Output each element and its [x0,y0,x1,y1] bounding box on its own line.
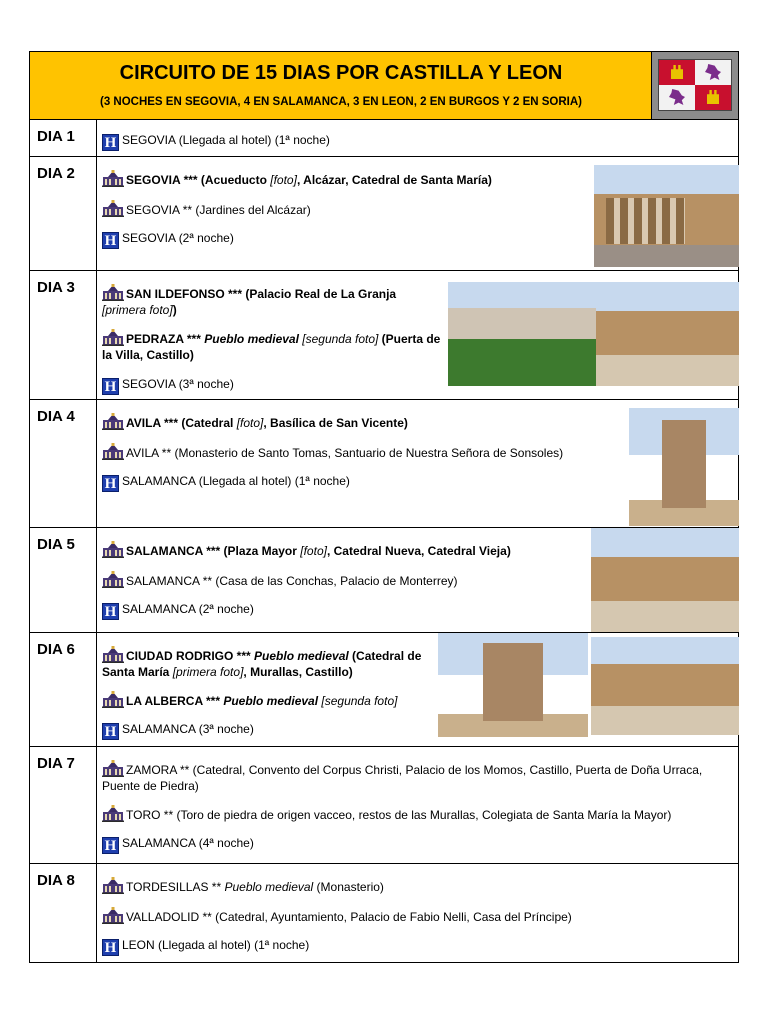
day-row [29,864,739,963]
photo-la-granja-palace [448,282,596,386]
line-text: LA ALBERCA *** [126,694,224,708]
line-text: SALAMANCA (2ª noche) [122,602,254,616]
photo-ciudad-rodrigo-cathedral [438,633,588,737]
day-label: DIA 8 [37,872,75,889]
hotel-icon: H [102,837,119,854]
monument-icon [102,691,124,708]
hotel-icon: H [102,378,119,395]
itinerary-line [102,443,622,461]
itinerary-line [102,835,742,854]
itinerary-line [102,541,582,559]
itinerary-line [102,329,442,363]
line-text: [foto] [236,416,264,430]
line-text: (Catedral de Santa María [102,649,422,679]
itinerary-line [102,200,582,218]
day-cell [30,633,97,746]
hotel-icon: H [102,134,119,151]
day-label: DIA 1 [37,128,75,145]
hotel-icon: H [102,723,119,740]
itinerary-line [102,601,582,620]
line-text: [foto] [270,173,297,187]
monument-icon [102,907,124,924]
line-text: CIUDAD RODRIGO *** [126,649,255,663]
photo-pedraza-square [596,282,739,386]
monument-icon [102,646,124,663]
flag-cell [651,52,738,119]
monument-icon [102,200,124,217]
line-text: [segunda foto] [321,694,398,708]
day-row [29,528,739,633]
day-cell [30,157,97,270]
line-text: VALLADOLID ** (Catedral, Ayuntamiento, Palacio de Fabio Nelli, Casa del Príncipe) [126,910,572,924]
monument-icon [102,413,124,430]
line-text: [segunda foto] [302,332,379,346]
line-text: Pueblo medieval [254,649,349,663]
monument-icon [102,805,124,822]
line-text: SALAMANCA (4ª noche) [122,836,254,850]
line-text: SEGOVIA (Llegada al hotel) (1ª noche) [122,133,330,147]
itinerary-line [102,937,742,956]
monument-icon [102,329,124,346]
line-text: , Murallas, Castillo) [243,665,353,679]
hotel-icon: H [102,603,119,620]
monument-icon [102,284,124,301]
line-text: Pueblo medieval [224,880,314,894]
itinerary-line [102,571,582,589]
monument-icon [102,170,124,187]
line-text: TORDESILLAS ** [126,880,225,894]
line-text: SEGOVIA *** (Acueducto [126,173,271,187]
line-text: [foto] [300,544,327,558]
itinerary-header [29,51,739,120]
line-text: (Monasterio) [313,880,384,894]
line-text: , Alcázar, Catedral de Santa María) [296,173,492,187]
day-label: DIA 7 [37,755,75,772]
photo-segovia-aqueduct [594,165,739,267]
line-text: SALAMANCA (Llegada al hotel) (1ª noche) [122,474,350,488]
line-text: , Basílica de San Vicente) [263,416,408,430]
line-text: Pueblo medieval [223,694,322,708]
itinerary-line [102,284,442,318]
day-label: DIA 3 [37,279,75,296]
line-text: SEGOVIA (2ª noche) [122,231,234,245]
itinerary-line [102,805,742,823]
day-label: DIA 6 [37,641,75,658]
line-text: ZAMORA ** (Catedral, Convento del Corpus Christi, Palacio de los Momos, Castillo, Puerta de Doña Urraca, Puente de Piedra) [102,763,703,793]
line-text: AVILA *** (Catedral [126,416,237,430]
day-row [29,157,739,271]
itinerary-line [102,473,622,492]
line-text: SAN ILDEFONSO *** (Palacio Real de La Granja [126,287,397,301]
hotel-icon: H [102,475,119,492]
line-text: [primera foto] [172,665,244,679]
itinerary-line [102,877,742,895]
monument-icon [102,541,124,558]
line-text: SEGOVIA ** (Jardines del Alcázar) [126,203,311,217]
hotel-icon: H [102,232,119,249]
itinerary-line [102,721,432,740]
line-text: ) [172,303,177,317]
day-cell [30,400,97,527]
castilla-leon-flag-icon [658,59,732,111]
line-text: PEDRAZA *** [126,332,205,346]
line-text: SEGOVIA (3ª noche) [122,377,234,391]
day-rows [29,120,739,963]
itinerary-line [102,907,742,925]
day-cell [30,864,97,962]
day-label: DIA 4 [37,408,75,425]
day-row [29,120,739,157]
day-row [29,400,739,528]
itinerary-line [102,230,582,249]
monument-icon [102,443,124,460]
day-cell [30,528,97,632]
page-subtitle: (3 NOCHES EN SEGOVIA, 4 EN SALAMANCA, 3 EN LEON, 2 EN BURGOS Y 2 EN SORIA) [99,96,583,108]
itinerary-line [102,170,582,188]
day-cell [30,747,97,863]
line-text: TORO ** (Toro de piedra de origen vacceo, restos de las Murallas, Colegiata de Santa María la Mayor) [126,808,672,822]
day-label: DIA 2 [37,165,75,182]
line-text: (Puerta de la Villa, Castillo) [102,332,441,362]
itinerary-line [102,376,442,395]
day-row [29,747,739,864]
line-text: SALAMANCA (3ª noche) [122,722,254,736]
itinerary-line [102,132,622,151]
line-text: LEON (Llegada al hotel) (1ª noche) [122,938,310,952]
line-text: [primera foto] [102,303,173,317]
itinerary-line [102,413,622,431]
day-cell [30,120,97,156]
line-text: Pueblo medieval [204,332,303,346]
itinerary-line [102,691,432,709]
page-title: CIRCUITO DE 15 DIAS POR CASTILLA Y LEON [119,62,563,84]
itinerary-line [102,646,432,680]
photo-salamanca-plaza-mayor [591,528,739,632]
day-label: DIA 5 [37,536,75,553]
day-cell [30,271,97,399]
line-text: SALAMANCA *** (Plaza Mayor [126,544,301,558]
day-row [29,271,739,400]
line-text: , Catedral Nueva, Catedral Vieja) [326,544,511,558]
itinerary-sheet [29,51,739,963]
photo-la-alberca-village [591,637,739,735]
monument-icon [102,760,124,777]
hotel-icon: H [102,939,119,956]
line-text: SALAMANCA ** (Casa de las Conchas, Palacio de Monterrey) [126,574,458,588]
monument-icon [102,877,124,894]
monument-icon [102,571,124,588]
day-row [29,633,739,747]
line-text: AVILA ** (Monasterio de Santo Tomas, Santuario de Nuestra Señora de Sonsoles) [126,446,564,460]
itinerary-line [102,760,742,794]
photo-avila-cathedral [629,408,739,526]
